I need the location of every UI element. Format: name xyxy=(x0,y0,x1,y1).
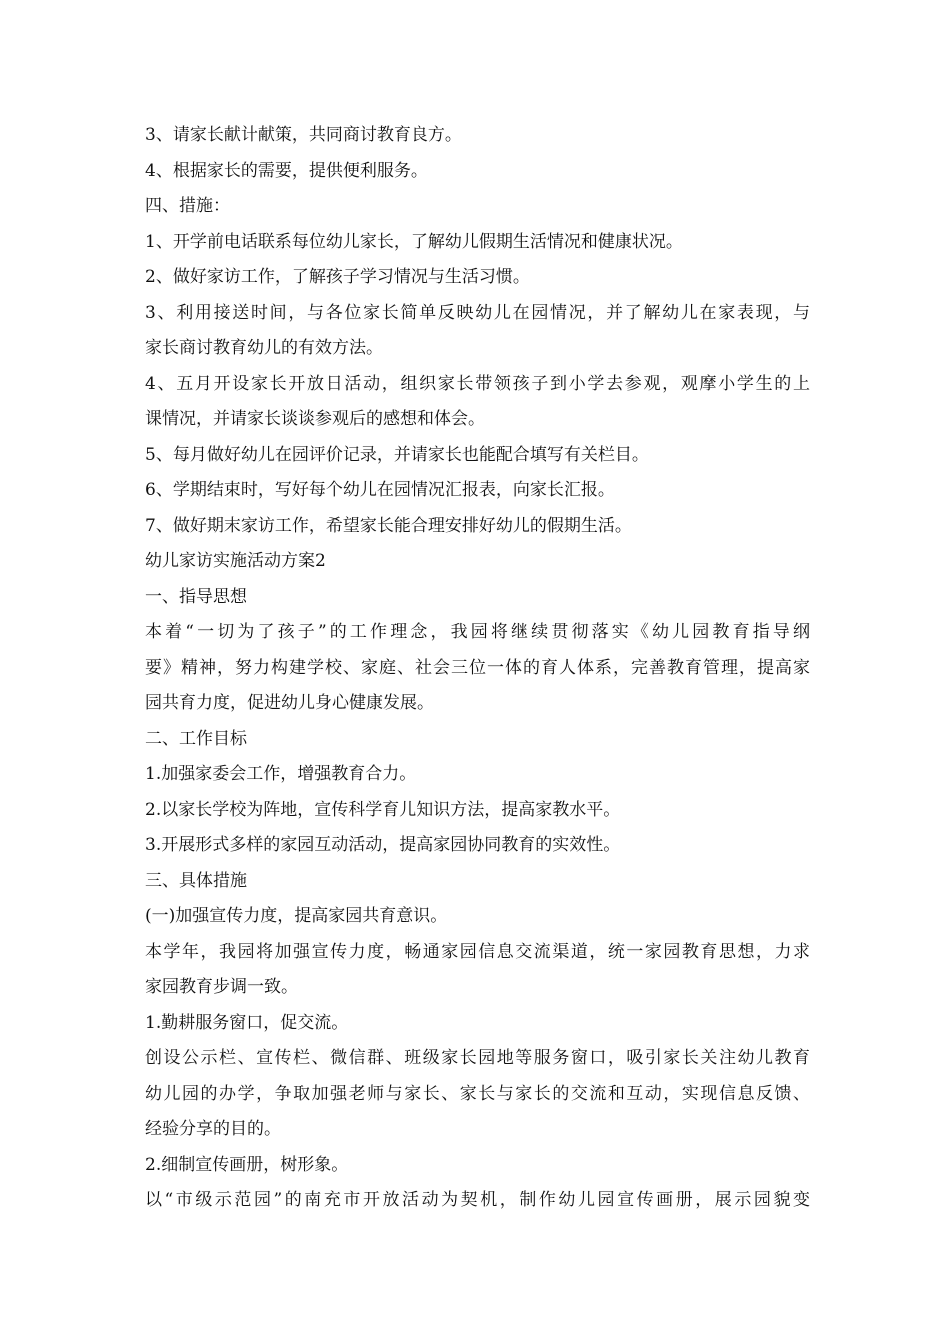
text-line: 1.加强家委会工作，增强教育合力。 xyxy=(145,764,417,784)
text-line: 2.细制宣传画册，树形象。 xyxy=(145,1154,349,1175)
section-heading: 一、指导思想 xyxy=(145,586,247,607)
text-line: 4、五月开设家长开放日活动，组织家长带领孩子到小学去参观，观摩小学生的上 xyxy=(145,373,810,394)
text-line: 3、利用接送时间，与各位家长简单反映幼儿在园情况，并了解幼儿在家表现，与 xyxy=(145,302,810,323)
text-line: 2、做好家访工作，了解孩子学习情况与生活习惯。 xyxy=(145,267,530,287)
text-line: 2.以家长学校为阵地，宣传科学育儿知识方法，提高家教水平。 xyxy=(145,799,621,820)
section-heading: 二、工作目标 xyxy=(145,728,247,749)
text-line: 家园教育步调一致。 xyxy=(145,977,298,997)
text-line: 3.开展形式多样的家园互动活动，提高家园协同教育的实效性。 xyxy=(145,835,621,855)
text-line: 1.勤耕服务窗口，促交流。 xyxy=(145,1012,349,1033)
section-heading: 三、具体措施 xyxy=(145,870,247,891)
text-line: 经验分享的目的。 xyxy=(145,1119,281,1139)
text-line: 家长商讨教育幼儿的有效方法。 xyxy=(145,338,383,358)
text-line: 1、开学前电话联系每位幼儿家长，了解幼儿假期生活情况和健康状况。 xyxy=(145,231,683,252)
text-line: 5、每月做好幼儿在园评价记录，并请家长也能配合填写有关栏目。 xyxy=(145,444,649,465)
text-line: 7、做好期末家访工作，希望家长能合理安排好幼儿的假期生活。 xyxy=(145,515,632,536)
text-line: 创设公示栏、宣传栏、微信群、班级家长园地等服务窗口，吸引家长关注幼儿教育 xyxy=(145,1048,810,1068)
text-line: 6、学期结束时，写好每个幼儿在园情况汇报表，向家长汇报。 xyxy=(145,480,615,500)
text-line: 本着“一切为了孩子”的工作理念，我园将继续贯彻落实《幼儿园教育指导纲 xyxy=(145,622,810,642)
text-line: 3、请家长献计献策，共同商讨教育良方。 xyxy=(145,125,462,145)
text-line: 幼儿园的办学，争取加强老师与家长、家长与家长的交流和互动，实现信息反馈、 xyxy=(145,1083,810,1104)
text-line: 以“市级示范园”的南充市开放活动为契机，制作幼儿园宣传画册，展示园貌变 xyxy=(145,1190,810,1210)
text-line: 课情况，并请家长谈谈参观后的感想和体会。 xyxy=(145,409,485,429)
section-heading: 四、措施： xyxy=(145,196,230,216)
subsection-heading: (一)加强宣传力度，提高家园共育意识。 xyxy=(145,906,448,926)
document-body xyxy=(145,118,810,1219)
text-line: 本学年，我园将加强宣传力度，畅通家园信息交流渠道，统一家园教育思想，力求 xyxy=(145,941,810,962)
text-line: 4、根据家长的需要，提供便利服务。 xyxy=(145,160,428,181)
text-line: 要》精神，努力构建学校、家庭、社会三位一体的育人体系，完善教育管理，提高家 xyxy=(145,657,810,678)
text-line: 园共育力度，促进幼儿身心健康发展。 xyxy=(145,693,434,713)
document-title: 幼儿家访实施活动方案2 xyxy=(145,551,326,571)
